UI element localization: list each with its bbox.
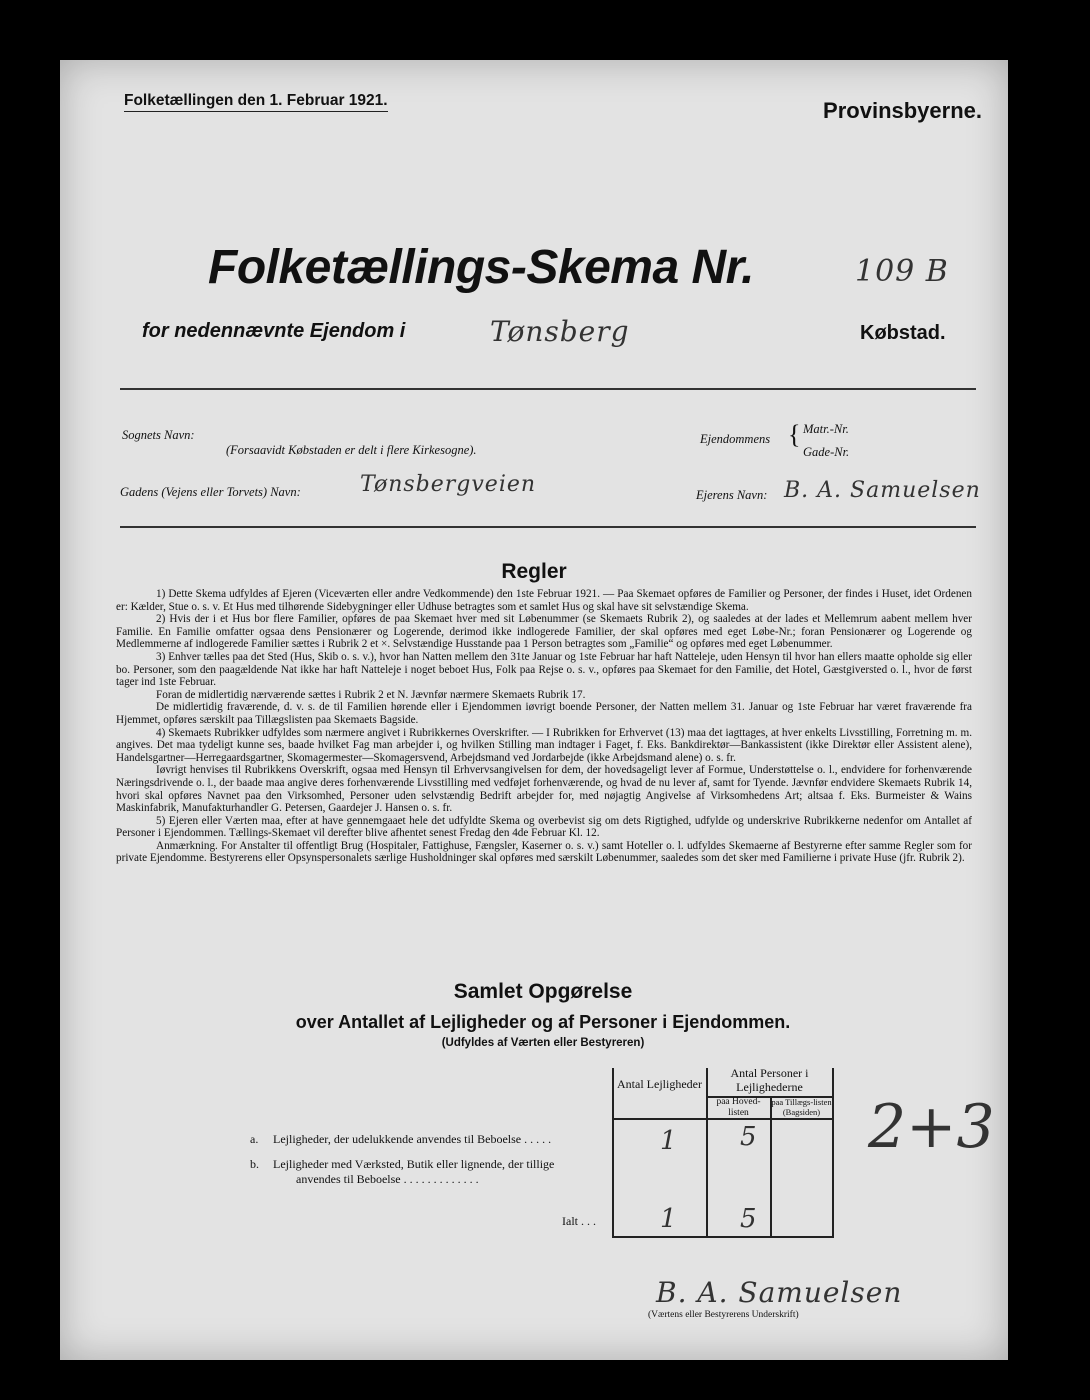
form-number-handwritten: 109 B — [855, 254, 949, 289]
sogn-note: (Forsaavidt Købstaden er delt i flere Kirkesogne). — [226, 443, 477, 457]
gade-navn-label: Gadens (Vejens eller Torvets) Navn: — [120, 485, 301, 499]
summary-title: Samlet Opgørelse — [453, 980, 633, 1003]
ejendom-label: Ejendommens — [700, 432, 771, 446]
margin-note-handwritten: 2+3 — [868, 1092, 995, 1162]
table-line — [612, 1068, 614, 1238]
matr-label: Matr.-Nr. — [803, 422, 849, 436]
table-line — [832, 1068, 834, 1238]
row-a-antal-value: 1 — [660, 1126, 678, 1156]
row-a-label: a. — [250, 1132, 259, 1146]
total-label: Ialt . . . — [562, 1214, 596, 1228]
summary-subtitle: over Antallet af Lejligheder og af Personer i Ejendommen. — [295, 1012, 791, 1032]
rule-paragraph: Anmærkning. For Anstalter til offentligt Brug (Hospitaler, Fattighuse, Fængsler, Kaserner o. s. v.) samt Hoteller o. l. udfyldes Skemaerne af Bestyrerne efter samme Regler som for private Ejendomme. Bestyrerens eller Opsynspersonalets særlige Husholdninger skal opføres med særskilt Løbenummer, saaledes som det sker med Familierne i private Huse (jfr. Rubrik 2). — [116, 839, 972, 865]
col-header-tillaeg: paa Tillægs-listen (Bagsiden) — [771, 1097, 832, 1117]
rule-paragraph: Iøvrigt henvises til Rubrikkens Overskrift, ogsaa med Hensyn til Erhvervsangivelsen for dem, der hovedsageligt lever af Formue, Understøttelse o. l., endvidere for forhenværende Næringsdrivende o. l., der baade maa angive deres forhenværende Livsstilling med vedføjet forhenværende, og hvad de nu lever af, samt for Tyende. Jævnfør endvidere Skemaets Rubrik 14, hvori skal opføres Navnet paa den Virksomhed, Personer uden selvstændig Bedrift arbejder for, med nøjagtig Angivelse af Virksomhedens Art; altsaa f. Eks. Burmeister & Wains Maskinfabrik, Manufakturhandler G. Petersen, Gaardejer J. Hansen o. s. fr. — [116, 764, 972, 815]
rules-text — [116, 588, 972, 865]
gade-nr-label: Gade-Nr. — [803, 445, 850, 459]
row-a-text: Lejligheder, der udelukkende anvendes til Beboelse . . . . . — [273, 1132, 552, 1146]
divider — [120, 388, 976, 390]
divider — [120, 526, 976, 528]
total-antal-value: 1 — [660, 1204, 678, 1234]
col-header-hoved: paa Hoved-listen — [716, 1097, 761, 1118]
row-b-text: Lejligheder med Værksted, Butik eller lignende, der tillige — [273, 1157, 555, 1171]
rule-paragraph: 5) Ejeren eller Værten maa, efter at have gennemgaaet hele det udfyldte Skema og overbevist sig om dets Rigtighed, udfylde og underskrive Rubrikkerne nedenfor om Antallet af Personer i Ejendommen. Tællings-Skemaet vil derefter blive afhentet senest Fredag den 4de Februar Kl. 12. — [116, 814, 972, 840]
census-form-page — [60, 60, 1008, 1360]
city-handwritten: Tønsberg — [490, 315, 630, 348]
summary-note: (Udfyldes af Værten eller Bestyreren) — [441, 1037, 645, 1049]
region-header: Provinsbyerne. — [823, 98, 982, 123]
rule-paragraph: 1) Dette Skema udfyldes af Ejeren (Viceværten eller andre Vedkommende) den 1ste Februar 1921. — Paa Skemaet opføres de Familier og Personer, der findes i Huset, idet Ordenen er: Kælder, Stue o. s. v. Et Hus med tilhørende Sidebygninger eller Udhuse betragtes som et samlet Hus og skal have sit selvstændige Skema. — [116, 588, 972, 613]
census-date-header: Folketællingen den 1. Februar 1921. — [124, 92, 388, 112]
rules-heading: Regler — [501, 560, 567, 583]
signature-handwritten: B. A. Samuelsen — [656, 1276, 903, 1309]
rule-paragraph: 2) Hvis der i et Hus bor flere Familier, opføres de paa Skemaet hver med sit Løbenummer (se Skemaets Rubrik 2), og saaledes at der lades et Mellemrum aabent mellem hver Familie. En Familie omfatter ogsaa dens Pensionærer og Logerende, derimod ikke indlogerede Familier, der skal opføres med eget Løbe-Nr.; foran Pensionærer og Logerende og Medlemmerne af indlogerede Familier sættes i Rubrik 2 et ×. Selvstændige Husstande paa 1 Person betragtes som „Familie“ og opføres med eget Løbenummer. — [116, 613, 972, 651]
col-header-personer: Antal Personer i Lejlighederne — [730, 1066, 809, 1094]
rule-paragraph: 4) Skemaets Rubrikker udfyldes som nærmere angivet i Rubrikkernes Overskrifter. — I Rubrikken for Erhvervet (13) maa det iagttages, at hver enkelts Livsstilling, Forretning m. m. angives. Det maa tydeligt kunne ses, baade hvilket Fag man arbejder i, og hvilken Stilling man indtager i Faget, f. Eks. Bankdirektør—Bankassistent (ikke Direktør eller Assistent alene), Handelsgartner—Herregaardsgartner, Skomagermester—Skomagersvend, Arbejdsmand ved Jordarbejde (ikke Arbejdsmand alene) o. s. fr. — [116, 726, 972, 764]
sogn-label: Sognets Navn: — [122, 428, 195, 442]
row-a-hoved-value: 5 — [740, 1122, 758, 1152]
ejendom-brace: { — [788, 420, 801, 449]
gade-navn-handwritten: Tønsbergveien — [360, 472, 537, 497]
table-line — [612, 1236, 832, 1238]
form-subtitle-prefix: for nedennævnte Ejendom i — [142, 320, 406, 342]
form-subtitle-suffix: Købstad. — [860, 322, 946, 344]
ejer-handwritten: B. A. Samuelsen — [784, 478, 981, 503]
rule-paragraph: De midlertidig fraværende, d. v. s. de til Familien hørende eller i Ejendommen iøvrigt boende Personer, der Natten mellem 31. Januar og 1ste Februar har været fraværende fra Hjemmet, opføres særskilt paa Tillægslisten paa Skemaets Bagside. — [116, 701, 972, 726]
signature-label: (Værtens eller Bestyrerens Underskrift) — [648, 1310, 799, 1320]
total-hoved-value: 5 — [740, 1204, 758, 1234]
rule-paragraph: Foran de midlertidig nærværende sættes i Rubrik 2 et N. Jævnfør nærmere Skemaets Rubrik 17. — [156, 688, 586, 701]
col-header-antal: Antal Lejligheder — [617, 1077, 702, 1091]
form-title: Folketællings-Skema Nr. — [208, 241, 755, 294]
rule-paragraph: 3) Enhver tælles paa det Sted (Hus, Skib o. s. v.), hvor han Natten mellem den 31te Januar og 1ste Februar har haft Natteleje, uden Hensyn til hvor han ellers maatte opholde sig eller bo. Personer, som den paagældende Nat ikke har haft Natteleje i noget beboet Hus, Folk paa Rejse o. s. v., opføres paa Skemaet for den Familie, det Hotel, Gæstgiversted o. l., hvor de først tager ind 1ste Februar. — [116, 650, 972, 689]
ejer-label: Ejerens Navn: — [696, 488, 768, 502]
row-b-text: anvendes til Beboelse . . . . . . . . . . . . . — [296, 1172, 479, 1186]
row-b-label: b. — [250, 1157, 259, 1171]
